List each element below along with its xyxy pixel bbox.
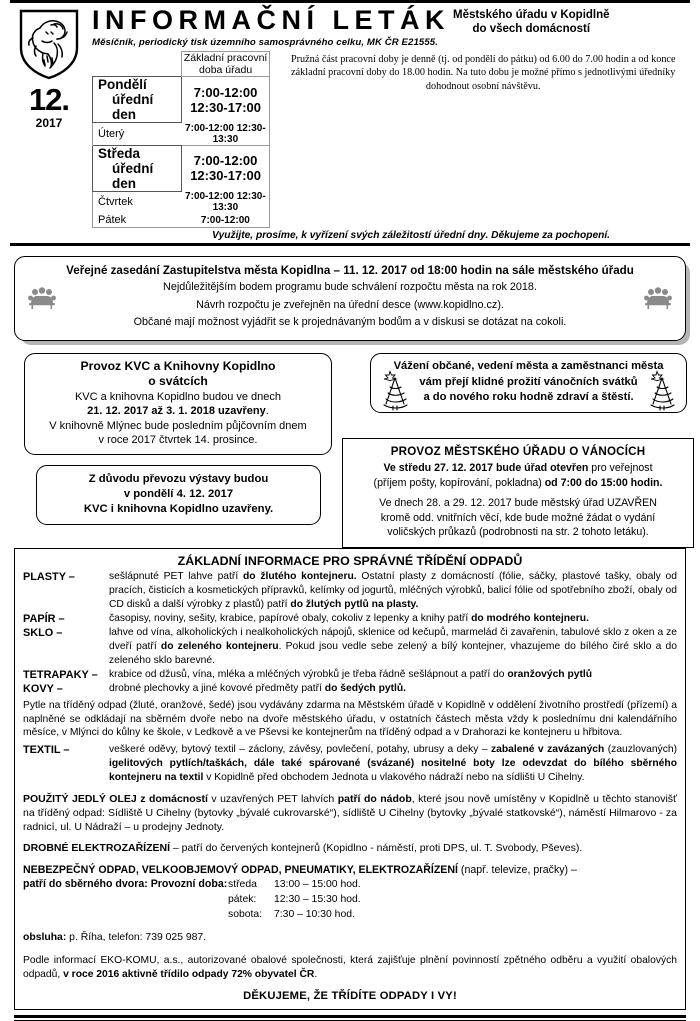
waste-category-description bbox=[109, 743, 677, 784]
exhibition-closure-box bbox=[36, 465, 321, 525]
waste-category-label: PLASTY – bbox=[23, 571, 75, 584]
text-part-bold: igelitových pytlích/taškách, dále také spárované (svázané) nositelné boty lze odevzdat do bílého sběrného kontejneru na textil bbox=[109, 757, 677, 783]
waste-item-tetrapaky bbox=[23, 668, 677, 683]
christmas-tree-icon bbox=[378, 370, 412, 412]
christmas-services: (příjem pošty, kopírování, pokladna) bbox=[373, 476, 545, 489]
christmas-closed-line-3: voličských průkazů (podrobnosti na str. 2 tohoto letáku). bbox=[387, 526, 649, 539]
collection-yard-hours bbox=[23, 877, 677, 922]
day-name-text: Pondělí bbox=[98, 77, 147, 93]
text-part-bold: do zeleného kontejneru bbox=[160, 640, 279, 652]
christmas-greeting-line-1: Vážení občané, vedení města a zaměstnanci města bbox=[393, 360, 664, 373]
issue-number: 12. bbox=[28, 82, 70, 117]
yard-attendant-info bbox=[23, 931, 677, 946]
schedule-day: pátek: bbox=[228, 894, 257, 906]
day-hours: 7:00-12:00 12:30-13:30 bbox=[181, 191, 270, 213]
kvc-closure-period: . bbox=[265, 405, 269, 418]
council-meeting-line-3: Občané mají možnost vyjádřit se k projednávaným bodům a v diskusi se dotázat na cokoli. bbox=[133, 316, 567, 329]
kvc-title-line-1: Provoz KVC a Knihovny Kopidlno bbox=[80, 359, 276, 374]
masthead bbox=[10, 0, 690, 246]
waste-category-label: KOVY – bbox=[23, 683, 63, 696]
day-hours: 7:00-12:00 12:30-17:00 bbox=[181, 145, 270, 191]
schedule-time: 7:30 – 10:30 hod. bbox=[274, 909, 355, 921]
council-meeting-section bbox=[10, 256, 690, 341]
publication-subtitle bbox=[450, 6, 610, 36]
waste-category-description bbox=[109, 682, 677, 696]
council-meeting-line-2: Návrh rozpočtu je zveřejněn na úřední desce (www.kopidlno.cz). bbox=[196, 298, 504, 311]
masthead-footer-note: Využijte, prosíme, k vyřízení svých záležitostí úřední dny. Děkujeme za pochopení. bbox=[212, 230, 610, 242]
bottom-rule bbox=[14, 1015, 686, 1021]
hazardous-waste-heading bbox=[23, 863, 677, 877]
day-hours: 7:00-12:00 bbox=[181, 213, 270, 228]
text-part: krabice od džusů, vína, mléka a mléčných výrobků je třeba řádně sešlápnout a patří do bbox=[109, 668, 508, 680]
table-row bbox=[93, 77, 270, 123]
christmas-greeting-box bbox=[370, 353, 687, 412]
council-meeting-box bbox=[14, 256, 686, 341]
kvc-line-1: KVC a knihovna Kopidlno budou ve dnech bbox=[74, 390, 282, 403]
text-part: . Pokud jsou vedle sebe zelený a bílý kontejner, vhazujeme do bílého čiré sklo a do zeleného sklo barevné. bbox=[109, 640, 678, 666]
day-label: Pátek bbox=[93, 213, 182, 228]
attendant-contact: p. Říha, telefon: 739 025 987. bbox=[66, 932, 207, 944]
official-day-label: úřední den bbox=[112, 92, 154, 123]
schedule-time: 13:00 – 15:00 hod. bbox=[274, 879, 361, 890]
text-part: (např. televize, pračky) – bbox=[457, 863, 577, 876]
waste-category-description bbox=[109, 570, 677, 611]
subtitle-line-2: do všech domácností bbox=[472, 23, 591, 36]
subtitle-line-1: Městského úřadu v Kopidlně bbox=[452, 9, 610, 21]
day-label: Čtvrtek bbox=[93, 191, 182, 213]
christmas-open-day: Ve středu 27. 12. 2017 bude úřad otevřen bbox=[383, 462, 589, 475]
people-at-table-icon bbox=[643, 287, 673, 311]
christmas-tree-icon bbox=[645, 370, 679, 412]
waste-item-papir bbox=[23, 612, 677, 627]
ram-head-coat-of-arms-icon bbox=[18, 8, 80, 80]
schedule-day: středa bbox=[228, 879, 257, 890]
waste-item-small-electronics bbox=[23, 841, 677, 855]
text-part: lahve od vína, alkoholických i nealkoholických nápojů, sklenice od kečupů, marmelád či zavařenin, tabulové sklo z oken a ze dveří patří bbox=[109, 627, 677, 652]
text-part: drobné plechovky a jiné kovové předměty patří bbox=[109, 683, 325, 695]
text-part-bold: patří do nádob bbox=[337, 792, 412, 805]
christmas-closed-line-1: Ve dnech 28. a 29. 12. 2017 bude městský úřad UZAVŘEN bbox=[379, 496, 657, 509]
exhibition-line-3: KVC i knihovna Kopidlno uzavřeny. bbox=[83, 503, 274, 516]
waste-category-description bbox=[109, 626, 677, 667]
exhibition-line-1: Z důvodu převozu výstavy budou bbox=[88, 473, 269, 486]
text-part: Podle informací EKO-KOMU, a.s., autorizované obalové společnosti, která zajišťuje plnění povinností zpětného odběru a využití obalových odpadů, bbox=[23, 954, 677, 980]
waste-section-title: ZÁKLADNÍ INFORMACE PRO SPRÁVNÉ TŘÍDĚNÍ ODPADŮ bbox=[177, 554, 523, 569]
day-hours: 7:00-12:00 12:30-17:00 bbox=[181, 77, 270, 123]
text-part-bold: oranžových pytlů bbox=[507, 668, 593, 680]
hours-column-header: Základní pracovní doba úřadu bbox=[181, 52, 270, 77]
flexible-hours-note: Pružná část pracovní doby je denně (tj. od pondělí do pátku) od 6.00 do 7.00 hodin a od konce základní pracovní doby do 18.00 hodin. Na tuto dobu je možné přímo s jednotlivými úředníky dohodnout osobní návštěvu. bbox=[290, 54, 676, 92]
text-part-bold: do žlutých pytlů na plasty. bbox=[290, 598, 419, 610]
text-part: – patří do červených kontejnerů (Kopidlno - náměstí, proti DPS, ul. T. Svobody, Pševes). bbox=[170, 842, 583, 855]
waste-item-kovy bbox=[23, 682, 677, 697]
waste-category-description bbox=[109, 668, 677, 682]
schedule-row bbox=[228, 877, 361, 892]
kvc-title-line-2: o svátcích bbox=[148, 374, 208, 389]
kvc-line-3: V knihovně Mlýnec bude posledním půjčovním dnem bbox=[49, 419, 307, 432]
issue-year: 2017 bbox=[35, 116, 63, 131]
table-header-row bbox=[93, 52, 270, 77]
christmas-open-hours: od 7:00 do 15:00 hodin. bbox=[544, 476, 663, 489]
text-part: časopisy, noviny, sešity, krabice, papírové obaly, cokoliv z lepenky a knihy patří bbox=[109, 612, 472, 624]
ekokom-statistics bbox=[23, 954, 677, 982]
waste-item-cooking-oil bbox=[23, 792, 677, 835]
attendant-label: obsluha: bbox=[23, 932, 67, 944]
council-meeting-line-1: Nejdůležitějším bodem programu bude schválení rozpočtu města na rok 2018. bbox=[163, 280, 537, 293]
text-part-bold: v roce 2016 aktivně třídilo odpady 72% obyvatel ČR bbox=[63, 968, 315, 980]
waste-item-sklo bbox=[23, 626, 677, 667]
waste-item-textil bbox=[23, 743, 677, 784]
masthead-title-row bbox=[92, 6, 690, 36]
table-row bbox=[93, 213, 270, 228]
collection-yard-schedule bbox=[228, 877, 361, 922]
christmas-greeting-line-3: a do nového roku hodně zdraví a štěstí. bbox=[423, 391, 634, 404]
day-label: Úterý bbox=[93, 123, 182, 146]
waste-category-label: PAPÍR – bbox=[23, 612, 65, 625]
text-part: v Kopidlně před obchodem Jednota u vlakového nádraží nebo na sídlišti U Cihelny. bbox=[203, 771, 585, 783]
text-part: v uzavřených PET lahvích bbox=[207, 792, 338, 805]
council-meeting-title: Veřejné zasedání Zastupitelstva města Kopidlna – 11. 12. 2017 od 18:00 hodin na sále městského úřadu bbox=[66, 264, 634, 278]
text-part-bold: zabalené v zavázaných bbox=[491, 744, 605, 756]
waste-item-hazardous bbox=[23, 863, 677, 923]
table-row bbox=[93, 123, 270, 146]
christmas-open-suffix: pro veřejnost bbox=[588, 462, 653, 475]
christmas-office-line-2 bbox=[351, 476, 685, 491]
thank-you-message: DĚKUJEME, ŽE TŘÍDÍTE ODPADY I VY! bbox=[243, 989, 457, 1002]
office-hours-region bbox=[92, 51, 690, 228]
waste-category-description bbox=[109, 612, 677, 626]
text-part: Ostatní plasty z domácností (fólie, sáčky, plastové tašky, obaly od pracích, čisticích a kosmetických přípravků, kelímky od jogurtů, mléčných výrobků, balicí fólie od spotřebního zboží, obaly od CD disků a další výrobky z plastů) patří bbox=[109, 571, 677, 610]
kvc-line-4: v roce 2017 čtvrtek 14. prosince. bbox=[98, 434, 258, 447]
christmas-office-hours-box bbox=[342, 438, 694, 548]
christmas-office-line-1 bbox=[351, 461, 685, 476]
office-hours-table bbox=[92, 51, 270, 228]
christmas-closed-line-2: kromě odd. vnitřních věcí, kde bude možné žádat o vydání bbox=[380, 511, 656, 524]
masthead-main bbox=[88, 6, 690, 241]
waste-category-label: TEXTIL – bbox=[23, 744, 70, 757]
day-label bbox=[93, 77, 182, 123]
christmas-greeting-line-2: vám přejí klidné prožití vánočních svátků bbox=[419, 375, 638, 388]
schedule-time: 12:30 – 15:30 hod. bbox=[274, 894, 361, 906]
kvc-closure-dates bbox=[31, 404, 325, 419]
text-part: . bbox=[314, 968, 318, 980]
text-part-bold: POUŽITÝ JEDLÝ OLEJ z domácností bbox=[23, 792, 208, 805]
waste-item-plasty bbox=[23, 570, 677, 611]
text-part-bold: do šedých pytlů. bbox=[324, 683, 407, 695]
announcements-region bbox=[10, 353, 690, 548]
table-row bbox=[93, 145, 270, 191]
publication-title: INFORMAČNÍ LETÁK bbox=[92, 5, 450, 35]
text-part: sešlápnuté PET lahve patří bbox=[109, 571, 243, 583]
schedule-row bbox=[228, 907, 361, 922]
schedule-row bbox=[228, 892, 361, 907]
waste-category-label: TETRAPAKY – bbox=[23, 668, 98, 681]
kvc-holiday-hours-box bbox=[24, 353, 332, 455]
day-hours: 7:00-12:00 12:30-13:30 bbox=[181, 123, 270, 146]
waste-category-label: SKLO – bbox=[23, 627, 63, 640]
official-day-label: úřední den bbox=[112, 160, 154, 191]
header-blank-cell bbox=[93, 52, 182, 77]
day-label bbox=[93, 145, 182, 191]
text-part-bold: do modrého kontejneru. bbox=[471, 612, 589, 624]
collection-yard-label: patří do sběrného dvora: Provozní doba: bbox=[23, 878, 228, 890]
table-row bbox=[93, 191, 270, 213]
text-part-bold: DROBNÉ ELEKTROZAŘÍZENÍ bbox=[23, 842, 170, 855]
text-part-bold: do žlutého kontejneru. bbox=[242, 571, 357, 583]
people-at-table-icon bbox=[27, 287, 57, 311]
periodical-info: Měsíčník, periodický tisk územního samosprávného celku, MK ČR E21555. bbox=[92, 37, 438, 49]
waste-bags-paragraph: Pytle na tříděný odpad (žluté, oranžové, šedé) jsou vydávány zdarma na Městském úřadě v Kopidlně v oddělení životního prostředí (přízemí) a naplněné se odkládají na sběrném dvoře nebo na dvoře městského úřadu, v ostatních částech města vždy k poslednímu dni kalendářního měsíce, v Mlýnci do kůlny ke škole, v Ledkově a ve Pševsi ke kontejnerům na tříděný odpad a v Drahorazi ke kontejneru u hřbitova. bbox=[23, 699, 677, 739]
schedule-day: sobota: bbox=[228, 909, 263, 921]
text-part: (zauzlovaných) bbox=[604, 744, 677, 756]
day-name-text: Středa bbox=[98, 145, 141, 161]
text-part: , které jsou nově umístěny v Kopidlně u těchto stanovišť na tříděný odpad: Sídliště U Cihelny (bytovky „bývalé cukrovarské“), sídliště U Cihelny (bytovky „bývalé statkovské“), náměstí Hilmarovo - za radnicí, ul. U Nádraží – u prodejny Jednoty. bbox=[23, 792, 677, 834]
exhibition-line-2: v pondělí 4. 12. 2017 bbox=[123, 488, 234, 501]
christmas-office-title: PROVOZ MĚSTSKÉHO ÚŘADU O VÁNOCÍCH bbox=[390, 445, 646, 459]
text-part: veškeré oděvy, bytový textil – záclony, závěsy, povlečení, potahy, ubrusy a deky – bbox=[109, 744, 492, 756]
masthead-left-column bbox=[10, 6, 88, 129]
kvc-closure-dates-bold: 21. 12. 2017 až 3. 1. 2018 uzavřeny bbox=[87, 405, 266, 418]
text-part-bold: NEBEZPEČNÝ ODPAD, VELKOOBJEMOVÝ ODPAD, PNEUMATIKY, ELEKTROZAŘÍZENÍ bbox=[23, 863, 458, 876]
waste-sorting-section bbox=[14, 548, 686, 1010]
